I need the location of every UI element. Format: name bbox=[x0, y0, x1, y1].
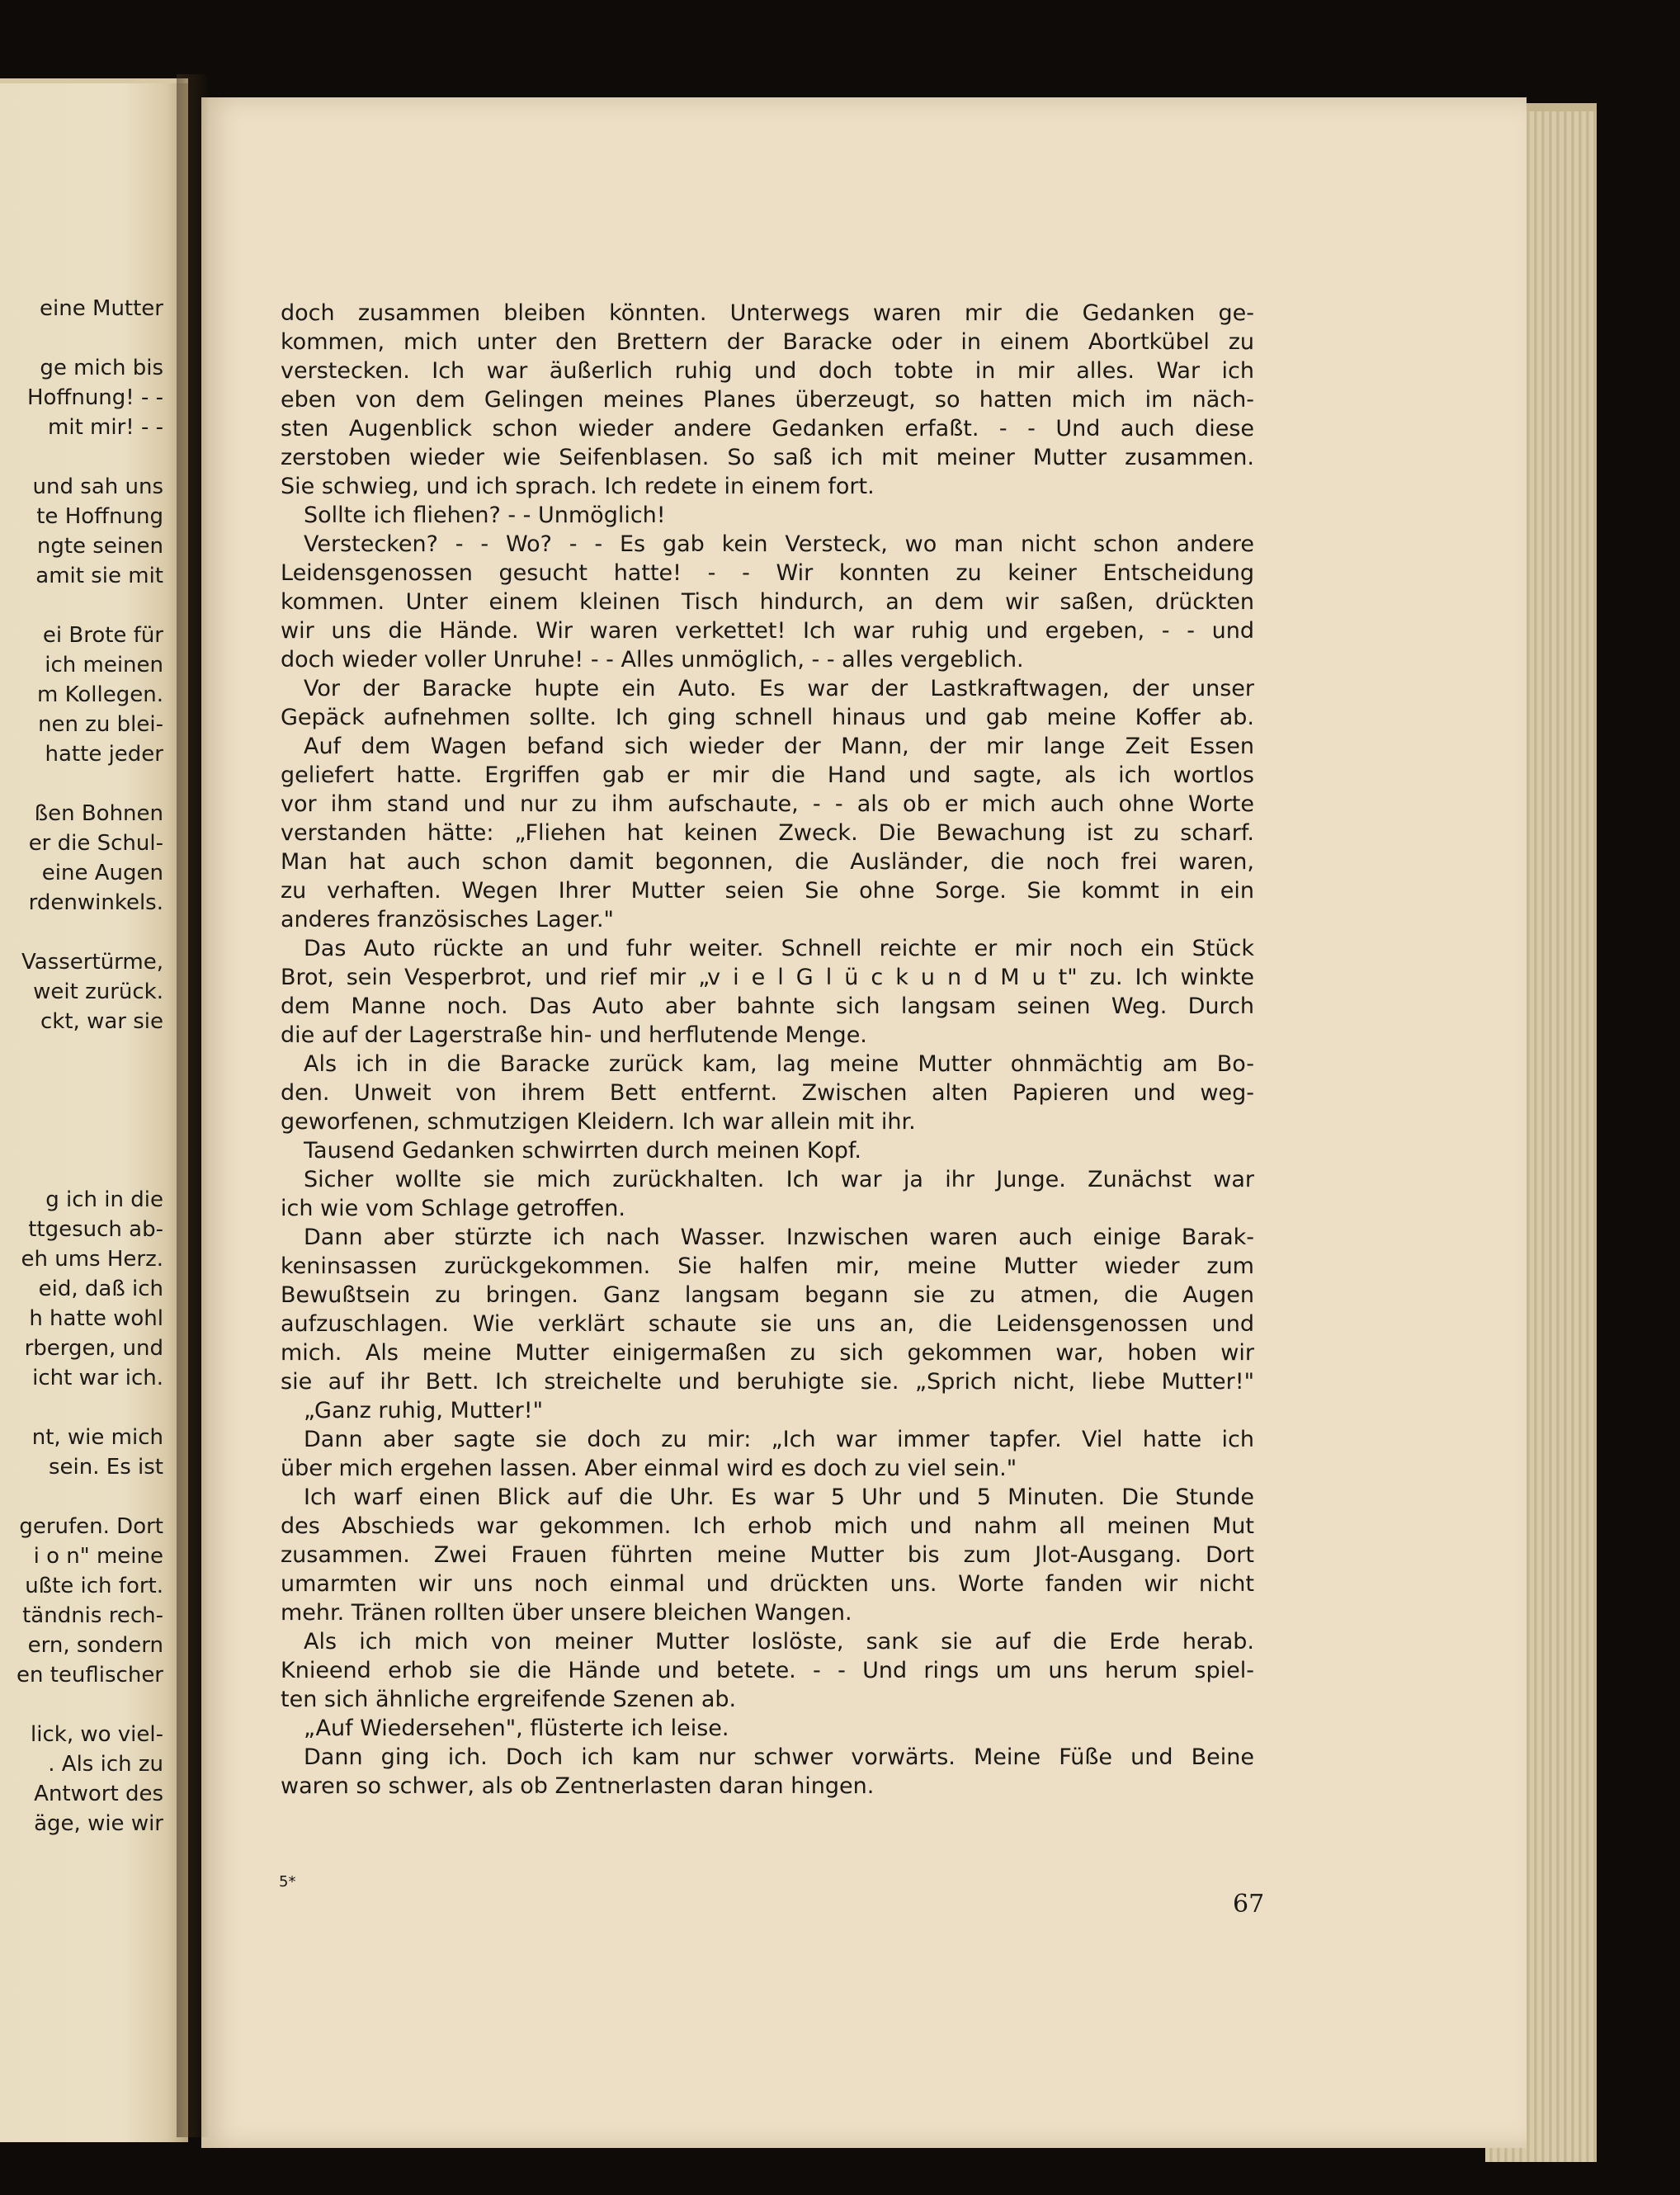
left-text-line: h hatte wohl bbox=[29, 1306, 163, 1331]
text-line: Man hat auch schon damit begonnen, die Ausländer, die noch frei waren, bbox=[281, 849, 1254, 875]
text-line: Dann ging ich. Doch ich kam nur schwer vorwärts. Meine Füße und Beine bbox=[304, 1744, 1254, 1770]
left-page-text bbox=[0, 294, 163, 1839]
body-text bbox=[281, 299, 1254, 1801]
text-line: Das Auto rückte an und fuhr weiter. Schnell reichte er mir noch ein Stück bbox=[304, 936, 1254, 961]
text-line: mich. Als meine Mutter einigermaßen zu sich gekommen war, hoben wir bbox=[281, 1340, 1254, 1366]
left-text-line: rdenwinkels. bbox=[28, 890, 163, 915]
left-text-line: er die Schul- bbox=[28, 831, 163, 856]
left-text-line: äge, wie wir bbox=[34, 1811, 163, 1836]
text-line: Vor der Baracke hupte ein Auto. Es war der Lastkraftwagen, der unser bbox=[304, 676, 1254, 701]
text-line: Dann aber sagte sie doch zu mir: „Ich war immer tapfer. Viel hatte ich bbox=[304, 1427, 1254, 1452]
left-text-line: rbergen, und bbox=[24, 1336, 163, 1361]
text-line: eben von dem Gelingen meines Planes überzeugt, so hatten mich im näch- bbox=[281, 387, 1254, 413]
left-text-line: tändnis rech- bbox=[22, 1603, 163, 1628]
left-text-line: nt, wie mich bbox=[31, 1425, 163, 1450]
left-text-line: ckt, war sie bbox=[40, 1009, 163, 1034]
left-text-line bbox=[0, 1482, 163, 1512]
left-text-line bbox=[0, 591, 163, 621]
left-text-line bbox=[0, 1690, 163, 1720]
left-text-line: Antwort des bbox=[34, 1782, 163, 1806]
left-text-line: ußte ich fort. bbox=[25, 1574, 163, 1598]
left-text-line: m Kollegen. bbox=[37, 682, 163, 707]
text-line: kommen. Unter einem kleinen Tisch hindurch, an dem wir saßen, drückten bbox=[281, 589, 1254, 615]
text-line: wir uns die Hände. Wir waren verkettet! Ich war ruhig und ergeben, - - und bbox=[281, 618, 1254, 644]
text-line: Verstecken? - - Wo? - - Es gab kein Versteck, wo man nicht schon andere bbox=[304, 531, 1254, 557]
text-line: „Auf Wiedersehen", flüsterte ich leise. bbox=[304, 1716, 729, 1741]
text-line: keninsassen zurückgekommen. Sie halfen mir, meine Mutter wieder zum bbox=[281, 1253, 1254, 1279]
text-line: waren so schwer, als ob Zentnerlasten daran hingen. bbox=[281, 1773, 875, 1799]
text-line: Bewußtsein zu bringen. Ganz langsam begann sie zu atmen, die Augen bbox=[281, 1282, 1254, 1308]
left-text-line: ttgesuch ab- bbox=[28, 1217, 163, 1242]
text-line: Brot, sein Vesperbrot, und rief mir „v i e l G l ü c k u n d M u t" zu. Ich winkte bbox=[281, 965, 1254, 990]
left-text-line: ngte seinen bbox=[36, 534, 163, 559]
page-number: 67 bbox=[1233, 1890, 1265, 1919]
left-text-line: eine Mutter bbox=[40, 296, 163, 321]
left-text-line: icht war ich. bbox=[32, 1366, 163, 1390]
text-line: Gepäck aufnehmen sollte. Ich ging schnell hinaus und gab meine Koffer ab. bbox=[281, 705, 1254, 730]
text-line: verstecken. Ich war äußerlich ruhig und doch tobte in mir alles. War ich bbox=[281, 358, 1254, 384]
left-text-line: ich meinen bbox=[45, 653, 163, 677]
left-text-line bbox=[0, 1066, 163, 1096]
text-line: Sie schwieg, und ich sprach. Ich redete in einem fort. bbox=[281, 474, 875, 499]
text-line: Als ich mich von meiner Mutter loslöste, sank sie auf die Erde herab. bbox=[304, 1629, 1254, 1655]
text-line: umarmten wir uns noch einmal und drückten uns. Worte fanden wir nicht bbox=[281, 1571, 1254, 1597]
text-line: aufzuschlagen. Wie verklärt schaute sie uns an, die Leidensgenossen und bbox=[281, 1311, 1254, 1337]
left-text-line: lick, wo viel- bbox=[31, 1722, 163, 1747]
left-text-line: Hoffnung! - - bbox=[26, 385, 163, 410]
text-line: Dann aber stürzte ich nach Wasser. Inzwischen waren auch einige Barak- bbox=[304, 1225, 1254, 1250]
text-line: Sicher wollte sie mich zurückhalten. Ich war ja ihr Junge. Zunächst war bbox=[304, 1167, 1254, 1192]
left-text-line bbox=[0, 1155, 163, 1185]
signature-mark: 5* bbox=[279, 1873, 296, 1891]
text-line: Ich warf einen Blick auf die Uhr. Es war 5 Uhr und 5 Minuten. Die Stunde bbox=[304, 1485, 1254, 1510]
text-line: sten Augenblick schon wieder andere Gedanken erfaßt. - - Und auch diese bbox=[281, 416, 1254, 441]
book-gutter bbox=[177, 74, 210, 2137]
left-text-line: ern, sondern bbox=[27, 1633, 163, 1658]
text-line: verstanden hätte: „Fliehen hat keinen Zweck. Die Bewachung ist zu scharf. bbox=[281, 820, 1254, 846]
left-text-line: ei Brote für bbox=[42, 623, 163, 648]
left-text-line: te Hoffnung bbox=[36, 504, 163, 529]
left-text-line: . Als ich zu bbox=[48, 1752, 163, 1777]
text-line: geliefert hatte. Ergriffen gab er mir die Hand und sagte, als ich wortlos bbox=[281, 762, 1254, 788]
left-text-line: mit mir! - - bbox=[48, 415, 163, 440]
text-line: mehr. Tränen rollten über unsere bleichen Wangen. bbox=[281, 1600, 852, 1626]
left-text-line: amit sie mit bbox=[35, 564, 163, 588]
text-line: die auf der Lagerstraße hin- und herflutende Menge. bbox=[281, 1022, 867, 1048]
text-line: ten sich ähnliche ergreifende Szenen ab. bbox=[281, 1687, 737, 1712]
left-text-line bbox=[0, 1096, 163, 1126]
right-page bbox=[201, 97, 1527, 2148]
left-text-line: eine Augen bbox=[41, 861, 163, 885]
text-line: vor ihm stand und nur zu ihm aufschaute, - - als ob er mich auch ohne Worte bbox=[281, 791, 1254, 817]
left-text-line: sein. Es ist bbox=[49, 1455, 163, 1480]
left-text-line: weit zurück. bbox=[33, 979, 163, 1004]
left-text-line: en teuflischer bbox=[16, 1663, 163, 1688]
text-line: geworfenen, schmutzigen Kleidern. Ich war allein mit ihr. bbox=[281, 1109, 916, 1135]
text-line: zusammen. Zwei Frauen führten meine Mutter bis zum Jlot-Ausgang. Dort bbox=[281, 1542, 1254, 1568]
text-line: ich wie vom Schlage getroffen. bbox=[281, 1196, 625, 1221]
left-text-line: ge mich bis bbox=[40, 356, 163, 380]
text-line: kommen, mich unter den Brettern der Baracke oder in einem Abortkübel zu bbox=[281, 329, 1254, 355]
left-text-line bbox=[0, 323, 163, 353]
left-text-line: ßen Bohnen bbox=[34, 801, 163, 826]
text-line: dem Manne noch. Das Auto aber bahnte sich langsam seinen Weg. Durch bbox=[281, 994, 1254, 1019]
text-line: Als ich in die Baracke zurück kam, lag meine Mutter ohnmächtig am Bo- bbox=[304, 1051, 1254, 1077]
left-text-line: i o n" meine bbox=[33, 1544, 163, 1569]
left-text-line bbox=[0, 1036, 163, 1066]
left-text-line bbox=[0, 1393, 163, 1423]
left-text-line: hatte jeder bbox=[45, 742, 163, 767]
text-line: über mich ergehen lassen. Aber einmal wird es doch zu viel sein." bbox=[281, 1456, 1017, 1481]
text-line: Sollte ich fliehen? - - Unmöglich! bbox=[304, 503, 666, 528]
left-text-line bbox=[0, 442, 163, 472]
left-text-line: g ich in die bbox=[45, 1187, 163, 1212]
text-line: Leidensgenossen gesucht hatte! - - Wir konnten zu keiner Entscheidung bbox=[281, 560, 1254, 586]
left-text-line: eh ums Herz. bbox=[21, 1247, 163, 1272]
text-line: Auf dem Wagen befand sich wieder der Mann, der mir lange Zeit Essen bbox=[304, 734, 1254, 759]
left-facing-page bbox=[0, 78, 188, 2142]
left-text-line bbox=[0, 918, 163, 947]
text-line: „Ganz ruhig, Mutter!" bbox=[304, 1398, 544, 1423]
left-text-line: Vassertürme, bbox=[21, 950, 163, 975]
text-line: anderes französisches Lager." bbox=[281, 907, 614, 932]
left-text-line: eid, daß ich bbox=[38, 1277, 163, 1301]
text-line: Tausend Gedanken schwirrten durch meinen Kopf. bbox=[304, 1138, 862, 1164]
text-line: zu verhaften. Wegen Ihrer Mutter seien Sie ohne Sorge. Sie kommt in ein bbox=[281, 878, 1254, 904]
left-text-line bbox=[0, 769, 163, 799]
left-text-line bbox=[0, 1126, 163, 1155]
text-line: Knieend erhob sie die Hände und betete. - - Und rings um uns herum spiel- bbox=[281, 1658, 1254, 1683]
left-text-line: nen zu blei- bbox=[38, 712, 163, 737]
text-line: doch wieder voller Unruhe! - - Alles unmöglich, - - alles vergeblich. bbox=[281, 647, 1024, 673]
left-text-line: gerufen. Dort bbox=[19, 1514, 163, 1539]
text-line: des Abschieds war gekommen. Ich erhob mich und nahm all meinen Mut bbox=[281, 1513, 1254, 1539]
left-text-line: und sah uns bbox=[32, 474, 163, 499]
text-line: den. Unweit von ihrem Bett entfernt. Zwischen alten Papieren und weg- bbox=[281, 1080, 1254, 1106]
text-line: zerstoben wieder wie Seifenblasen. So saß ich mit meiner Mutter zusammen. bbox=[281, 445, 1254, 470]
text-line: doch zusammen bleiben könnten. Unterwegs waren mir die Gedanken ge- bbox=[281, 300, 1254, 326]
text-line: sie auf ihr Bett. Ich streichelte und beruhigte sie. „Sprich nicht, liebe Mutter!" bbox=[281, 1369, 1254, 1395]
